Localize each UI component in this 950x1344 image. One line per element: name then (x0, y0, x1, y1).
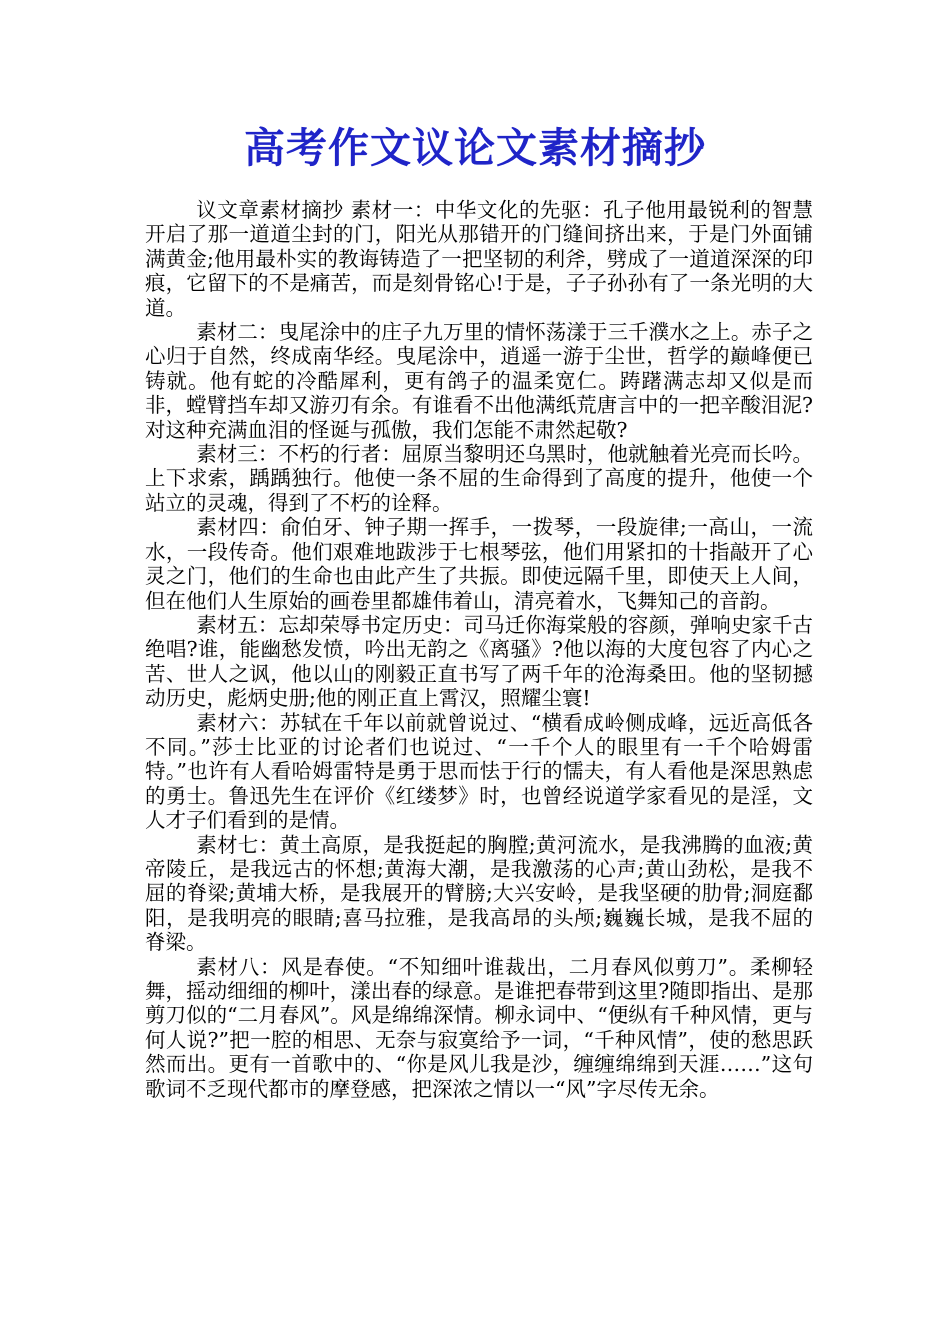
paragraph-material-8: 素材八：风是春使。“不知细叶谁裁出，二月春风似剪刀”。柔柳轻舞，摇动细细的柳叶，漾出春的绿意。是谁把春带到这里?随即指出、是那剪刀似的“二月春风”。风是绵绵深情。柳永词中、“便纵有千种风情，更与何人说?”把一腔的相思、无奈与寂寞给予一词，“千种风情”，使的愁思跃然而出。更有一首歌中的、“你是风儿我是沙，缠缠绵绵到天涯……”这句歌词不乏现代都市的摩登感，把深浓之情以一“风”字尽传无余。 (145, 954, 813, 1101)
paragraph-material-4: 素材四：俞伯牙、钟子期一挥手，一拨琴，一段旋律;一高山，一流水，一段传奇。他们艰难地跋涉于七根琴弦，他们用紧扣的十指敲开了心灵之门，他们的生命也由此产生了共振。即使远隔千里，即使天上人间，但在他们人生原始的画卷里都雄伟着山，清亮着水，飞舞知己的音韵。 (145, 515, 813, 613)
document-body (145, 198, 813, 1101)
paragraph-material-5: 素材五：忘却荣辱书定历史：司马迁你海棠般的容颜，弹响史家千古绝唱?谁，能幽愁发愤，吟出无韵之《离骚》?他以海的大度包容了内心之苦、世人之讽，他以山的刚毅正直书写了两千年的沧海桑田。他的坚韧撼动历史，彪炳史册;他的刚正直上霄汉，照耀尘寰! (145, 612, 813, 711)
paragraph-material-6: 素材六：苏轼在千年以前就曾说过、“横看成岭侧成峰，远近高低各不同。”莎士比亚的讨论者们也说过、“一千个人的眼里有一千个哈姆雷特。”也许有人看哈姆雷特是勇于思而怯于行的懦夫，有人看他是深思熟虑的勇士。鲁迅先生在评价《红缕梦》时，也曾经说道学家看见的是淫，文人才子们看到的是情。 (145, 710, 813, 833)
document-title: 高考作文议论文素材摘抄 (244, 124, 706, 172)
paragraph-material-1: 议文章素材摘抄 素材一：中华文化的先驱：孔子他用最锐利的智慧开启了那一道道尘封的门，阳光从那错开的门缝间挤出来，于是门外面铺满黄金;他用最朴实的教诲铸造了一把坚韧的利斧，劈成了一道道深深的印痕，它留下的不是痛苦，而是刻骨铭心!于是，子子孙孙有了一条光明的大道。 (145, 198, 813, 320)
paragraph-material-2: 素材二：曳尾涂中的庄子九万里的情怀荡漾于三千濮水之上。赤子之心归于自然，终成南华经。曳尾涂中，逍遥一游于尘世，哲学的巅峰便已铸就。他有蛇的冷酷犀利，更有鸽子的温柔宽仁。踌躇满志却又似是而非，螳臂挡车却又游刃有余。有谁看不出他满纸荒唐言中的一把辛酸泪泥?对这种充满血泪的怪诞与孤傲，我们怎能不肃然起敬? (145, 320, 813, 442)
paragraph-material-7: 素材七：黄土高原，是我挺起的胸膛;黄河流水，是我沸腾的血液;黄帝陵丘，是我远古的怀想;黄海大潮，是我激荡的心声;黄山劲松，是我不屈的脊梁;黄埔大桥，是我展开的臂膀;大兴安岭，是我坚硬的肋骨;洞庭鄱阳，是我明亮的眼睛;喜马拉雅，是我高昂的头颅;巍巍长城，是我不屈的脊梁。 (145, 832, 813, 955)
paragraph-material-3: 素材三：不朽的行者：屈原当黎明还乌黑时，他就触着光亮而长吟。上下求索，踽踽独行。他使一条不屈的生命得到了高度的提升，他使一个站立的灵魂，得到了不朽的诠释。 (145, 442, 813, 515)
